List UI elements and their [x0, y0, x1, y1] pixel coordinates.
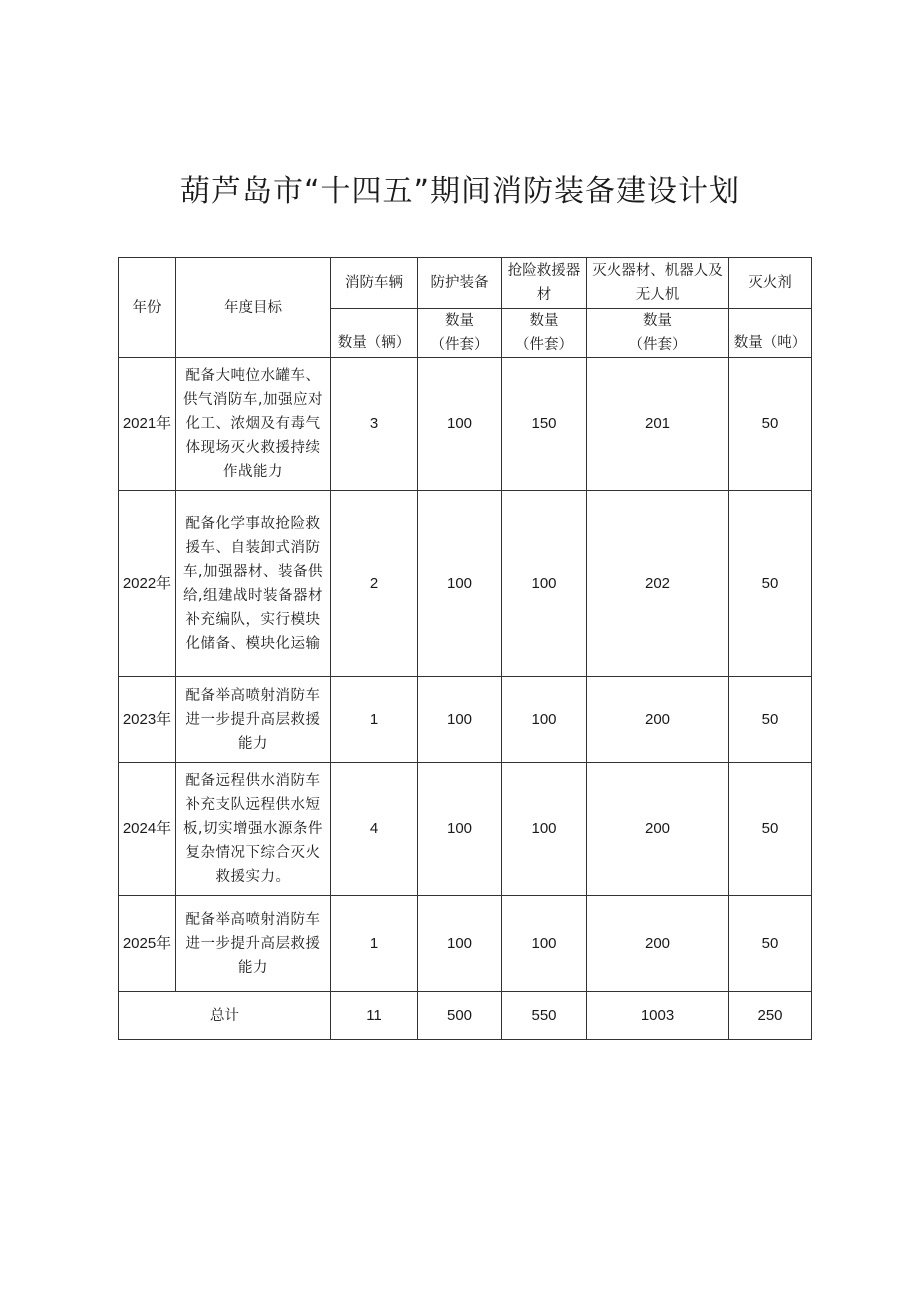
unit-protective: 数量 （件套） [418, 309, 502, 358]
col-header-vehicles: 消防车辆 [331, 258, 418, 309]
table-row [119, 896, 812, 992]
value-cell: 100 [418, 763, 502, 896]
value-cell: 50 [729, 358, 812, 491]
value-cell: 2 [331, 491, 418, 677]
value-cell: 100 [502, 677, 587, 763]
table-row [119, 677, 812, 763]
value-cell: 200 [587, 896, 729, 992]
total-row [119, 992, 812, 1040]
goal-cell: 配备化学事故抢险救援车、自装卸式消防车,加强器材、装备供给,组建战时装备器材补充编队，实行模块化储备、模块化运输 [176, 491, 331, 677]
total-value: 11 [331, 992, 418, 1040]
unit-rescue: 数量 （件套） [502, 309, 587, 358]
year-cell: 2024年 [119, 763, 176, 896]
page-title: 葫芦岛市“十四五”期间消防装备建设计划 [179, 174, 741, 209]
year-cell: 2022年 [119, 491, 176, 677]
value-cell: 100 [502, 491, 587, 677]
value-cell: 50 [729, 896, 812, 992]
value-cell: 202 [587, 491, 729, 677]
value-cell: 200 [587, 677, 729, 763]
value-cell: 1 [331, 677, 418, 763]
equipment-plan-table [118, 257, 812, 1040]
goal-cell: 配备大吨位水罐车、供气消防车,加强应对化工、浓烟及有毒气体现场灭火救援持续作战能力 [176, 358, 331, 491]
value-cell: 100 [418, 358, 502, 491]
header-row [119, 258, 812, 309]
year-cell: 2021年 [119, 358, 176, 491]
col-header-agent: 灭火剂 [729, 258, 812, 309]
col-header-protective: 防护装备 [418, 258, 502, 309]
goal-cell: 配备举高喷射消防车进一步提升高层救援能力 [176, 896, 331, 992]
year-cell: 2023年 [119, 677, 176, 763]
value-cell: 50 [729, 491, 812, 677]
col-header-rescue: 抢险救援器材 [502, 258, 587, 309]
total-value: 550 [502, 992, 587, 1040]
value-cell: 1 [331, 896, 418, 992]
value-cell: 3 [331, 358, 418, 491]
year-header: 年份 [119, 258, 176, 358]
goal-header: 年度目标 [176, 258, 331, 358]
total-label: 总计 [119, 992, 331, 1040]
value-cell: 4 [331, 763, 418, 896]
value-cell: 100 [418, 896, 502, 992]
total-value: 1003 [587, 992, 729, 1040]
unit-vehicles: 数量（辆） [331, 309, 418, 358]
table-row [119, 491, 812, 677]
value-cell: 50 [729, 677, 812, 763]
table-row [119, 358, 812, 491]
value-cell: 100 [502, 896, 587, 992]
value-cell: 50 [729, 763, 812, 896]
total-value: 500 [418, 992, 502, 1040]
unit-agent: 数量（吨） [729, 309, 812, 358]
value-cell: 150 [502, 358, 587, 491]
year-cell: 2025年 [119, 896, 176, 992]
value-cell: 100 [418, 677, 502, 763]
value-cell: 100 [502, 763, 587, 896]
col-header-firefighting: 灭火器材、机器人及无人机 [587, 258, 729, 309]
goal-cell: 配备远程供水消防车补充支队远程供水短板,切实增强水源条件复杂情况下综合灭火救援实力。 [176, 763, 331, 896]
table-row [119, 763, 812, 896]
total-value: 250 [729, 992, 812, 1040]
goal-cell: 配备举高喷射消防车进一步提升高层救援能力 [176, 677, 331, 763]
value-cell: 201 [587, 358, 729, 491]
unit-firefighting: 数量 （件套） [587, 309, 729, 358]
value-cell: 200 [587, 763, 729, 896]
value-cell: 100 [418, 491, 502, 677]
